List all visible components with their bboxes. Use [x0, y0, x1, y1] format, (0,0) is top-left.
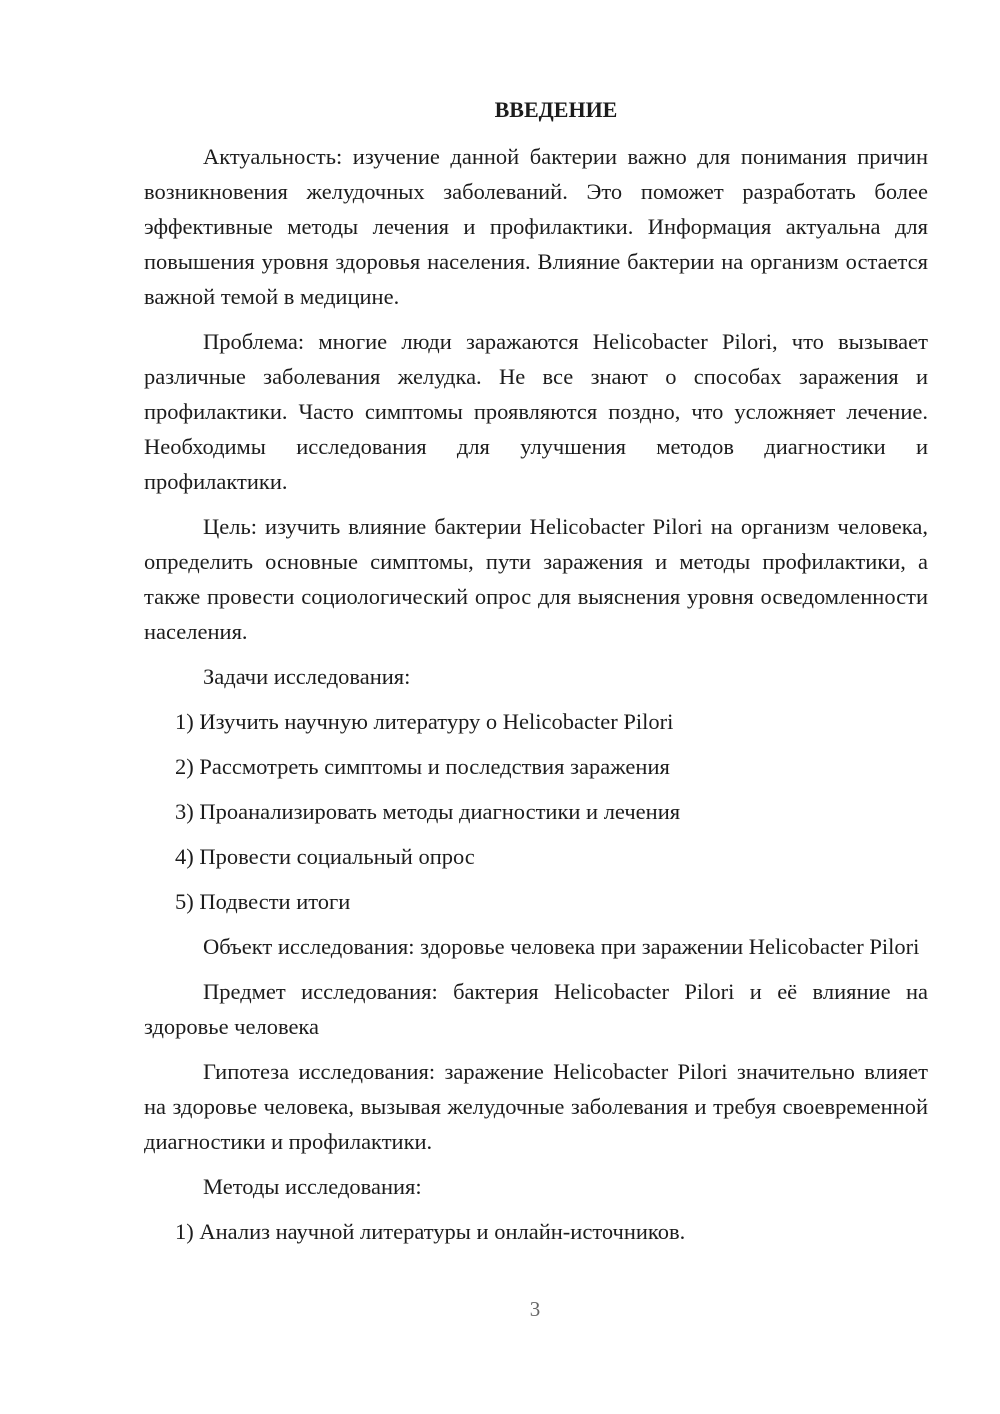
page-number: 3	[529, 1297, 541, 1321]
task-item: 3) Проанализировать методы диагностики и лечения	[175, 799, 681, 824]
tasks-label: Задачи исследования:	[203, 664, 411, 689]
method-item: 1) Анализ научной литературы и онлайн-источников.	[175, 1219, 686, 1244]
tasks-list	[144, 704, 928, 919]
task-item: 1) Изучить научную литературу о Helicobacter Pilori	[175, 709, 674, 734]
object-paragraph: Объект исследования: здоровье человека при заражении Helicobacter Pilori	[203, 934, 920, 959]
task-item: 5) Подвести итоги	[175, 889, 351, 914]
methods-label: Методы исследования:	[203, 1174, 422, 1199]
goal-paragraph: Цель: изучить влияние бактерии Helicobacter Pilori на организм человека, определить основные симптомы, пути заражения и методы профилактики, а также провести социологический опрос для выяснения уровня осведомленности населения.	[144, 514, 928, 644]
problem-paragraph: Проблема: многие люди заражаются Helicobacter Pilori, что вызывает различные заболевания желудка. Не все знают о способах заражения и профилактики. Часто симптомы проявляются поздно, что усложняет лечение. Необходимы исследования для улучшения методов диагностики и профилактики.	[144, 329, 928, 494]
task-item: 2) Рассмотреть симптомы и последствия заражения	[175, 754, 670, 779]
page-title: ВВЕДЕНИЕ	[494, 97, 618, 122]
subject-paragraph: Предмет исследования: бактерия Helicobacter Pilori и её влияние на здоровье человека	[144, 979, 928, 1039]
document-body	[144, 92, 928, 1259]
relevance-paragraph: Актуальность: изучение данной бактерии важно для понимания причин возникновения желудочных заболеваний. Это поможет разработать более эффективные методы лечения и профилактики. Информация актуальна для повышения уровня здоровья населения. Влияние бактерии на организм остается важной темой в медицине.	[144, 144, 928, 309]
methods-list	[144, 1214, 928, 1249]
task-item: 4) Провести социальный опрос	[175, 844, 475, 869]
hypothesis-paragraph: Гипотеза исследования: заражение Helicobacter Pilori значительно влияет на здоровье человека, вызывая желудочные заболевания и требуя своевременной диагностики и профилактики.	[144, 1059, 928, 1154]
